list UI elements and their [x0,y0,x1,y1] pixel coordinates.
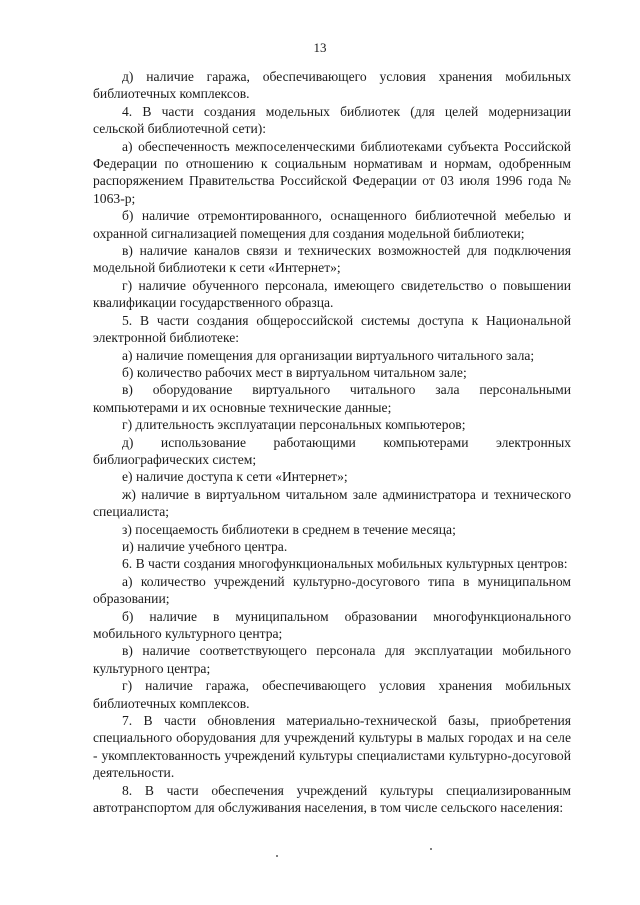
paragraph: г) наличие обученного персонала, имеющего свидетельство о повышении квалификации государственного образца. [93,277,571,311]
scan-artifact-dot [430,848,432,850]
paragraph: д) наличие гаража, обеспечивающего условия хранения мобильных библиотечных комплексов. [93,69,571,102]
paragraph: 8. В части обеспечения учреждений культуры специализированным автотранспортом для обслуживания населения, в том числе сельского населения: [93,782,571,816]
paragraph: в) наличие каналов связи и технических возможностей для подключения модельной библиотеки к сети «Интернет»; [93,243,571,276]
paragraph: б) наличие в муниципальном образовании многофункционального мобильного культурного центра; [93,608,571,641]
paragraph: д) использование работающими компьютерами электронных библиографических систем; [93,434,571,467]
paragraph: 5. В части создания общероссийской системы доступа к Национальной электронной библиотеке: [93,312,571,346]
page-number: 13 [313,40,327,55]
document-body [93,68,571,816]
paragraph: з) посещаемость библиотеки в среднем в течение месяца; [122,521,456,537]
paragraph: 4. В части создания модельных библиотек (для целей модернизации сельской библиотечной сети): [93,103,571,137]
paragraph: 7. В части обновления материально-технической базы, приобретения специального оборудования для учреждений культуры в малых городах и на селе - укомплектованность учреждений культуры специалистами культурно-досуговой деятельности. [93,713,571,781]
paragraph: в) оборудование виртуального читального зала персональными компьютерами и их основные технические данные; [93,382,571,415]
paragraph: 6. В части создания многофункциональных мобильных культурных центров: [122,556,568,572]
scan-artifact-dot [276,855,278,857]
paragraph: ж) наличие в виртуальном читальном зале администратора и технического специалиста; [93,486,571,520]
paragraph: а) наличие помещения для организации виртуального читального зала; [122,347,535,363]
paragraph: в) наличие соответствующего персонала для эксплуатации мобильного культурного центра; [93,643,571,676]
paragraph: г) длительность эксплуатации персональных компьютеров; [122,417,466,433]
paragraph: б) наличие отремонтированного, оснащенного библиотечной мебелью и охранной сигнализацией помещения для создания модельной библиотеки; [93,208,571,241]
paragraph: а) количество учреждений культурно-досугового типа в муниципальном образовании; [93,573,571,607]
paragraph: б) количество рабочих мест в виртуальном читальном зале; [122,364,467,380]
paragraph: и) наличие учебного центра. [122,538,288,554]
paragraph: г) наличие гаража, обеспечивающего условия хранения мобильных библиотечных комплексов. [93,678,571,711]
paragraph: е) наличие доступа к сети «Интернет»; [122,469,348,485]
paragraph: а) обеспеченность межпоселенческими библиотеками субъекта Российской Федерации по отношению к социальным нормативам и нормам, одобренным распоряжением Правительства Российской Федерации от 03 июля 1996 года № 1063-р; [93,138,571,206]
